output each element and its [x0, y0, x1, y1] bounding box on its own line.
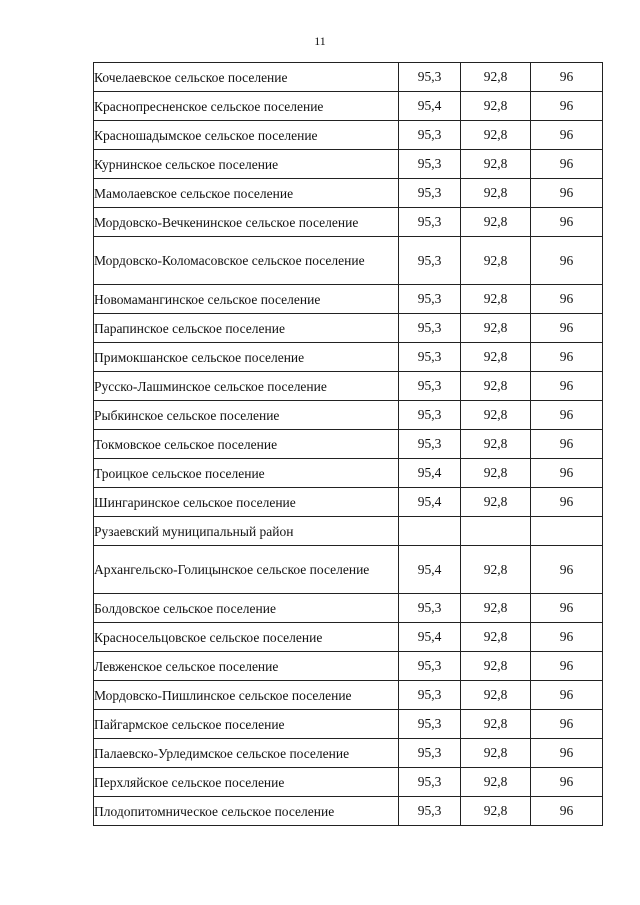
value-col-1: 95,3: [399, 121, 461, 150]
settlement-name: Мордовско-Пишлинское сельское поселение: [94, 681, 399, 710]
table-row: [94, 623, 603, 652]
value-col-3: 96: [531, 343, 603, 372]
value-col-3: 96: [531, 710, 603, 739]
settlement-name: Примокшанское сельское поселение: [94, 343, 399, 372]
value-col-2: 92,8: [461, 681, 531, 710]
settlement-name: Новомамангинское сельское поселение: [94, 285, 399, 314]
value-col-3: 96: [531, 314, 603, 343]
value-col-1: 95,3: [399, 430, 461, 459]
table-row: [94, 208, 603, 237]
table-row: [94, 488, 603, 517]
value-col-1: 95,4: [399, 488, 461, 517]
value-col-1: 95,4: [399, 459, 461, 488]
table-row: [94, 710, 603, 739]
table-row: [94, 546, 603, 594]
value-col-2: 92,8: [461, 430, 531, 459]
value-col-1: 95,3: [399, 594, 461, 623]
table-row: [94, 401, 603, 430]
table-row: [94, 652, 603, 681]
value-col-1: 95,3: [399, 372, 461, 401]
value-col-2: 92,8: [461, 546, 531, 594]
value-col-2: 92,8: [461, 652, 531, 681]
district-header-row: [94, 517, 603, 546]
settlement-name: Русско-Лашминское сельское поселение: [94, 372, 399, 401]
settlement-name: Палаевско-Урледимское сельское поселение: [94, 739, 399, 768]
settlement-name: Архангельско-Голицынское сельское поселение: [94, 546, 399, 594]
value-col-2: 92,8: [461, 710, 531, 739]
table-row: [94, 179, 603, 208]
value-col-2: 92,8: [461, 623, 531, 652]
value-col-1: 95,3: [399, 314, 461, 343]
value-col-1: [399, 517, 461, 546]
value-col-2: 92,8: [461, 208, 531, 237]
settlement-name: Плодопитомническое сельское поселение: [94, 797, 399, 826]
value-col-1: 95,3: [399, 179, 461, 208]
table-row: [94, 594, 603, 623]
table-row: [94, 63, 603, 92]
value-col-1: 95,3: [399, 710, 461, 739]
value-col-2: 92,8: [461, 488, 531, 517]
value-col-3: 96: [531, 92, 603, 121]
value-col-1: 95,3: [399, 208, 461, 237]
table-row: [94, 150, 603, 179]
value-col-2: 92,8: [461, 797, 531, 826]
value-col-3: 96: [531, 797, 603, 826]
table-row: [94, 237, 603, 285]
value-col-1: 95,4: [399, 623, 461, 652]
value-col-3: 96: [531, 372, 603, 401]
value-col-2: 92,8: [461, 459, 531, 488]
value-col-1: 95,4: [399, 546, 461, 594]
value-col-3: 96: [531, 401, 603, 430]
value-col-3: 96: [531, 237, 603, 285]
value-col-2: 92,8: [461, 285, 531, 314]
settlement-name: Рыбкинское сельское поселение: [94, 401, 399, 430]
page-number: 11: [314, 34, 326, 48]
table-row: [94, 372, 603, 401]
value-col-3: 96: [531, 488, 603, 517]
value-col-1: 95,3: [399, 652, 461, 681]
table-row: [94, 430, 603, 459]
table-row: [94, 768, 603, 797]
value-col-3: 96: [531, 546, 603, 594]
settlement-name: Красношадымское сельское поселение: [94, 121, 399, 150]
value-col-3: 96: [531, 459, 603, 488]
value-col-1: 95,3: [399, 681, 461, 710]
value-col-2: 92,8: [461, 739, 531, 768]
settlement-name: Мордовско-Вечкенинское сельское поселение: [94, 208, 399, 237]
value-col-2: 92,8: [461, 343, 531, 372]
value-col-2: 92,8: [461, 63, 531, 92]
value-col-1: 95,3: [399, 401, 461, 430]
district-name: Рузаевский муниципальный район: [94, 517, 399, 546]
value-col-2: 92,8: [461, 768, 531, 797]
settlement-name: Курнинское сельское поселение: [94, 150, 399, 179]
value-col-1: 95,3: [399, 237, 461, 285]
value-col-1: 95,3: [399, 768, 461, 797]
value-col-1: 95,3: [399, 150, 461, 179]
value-col-2: 92,8: [461, 372, 531, 401]
settlement-name: Шингаринское сельское поселение: [94, 488, 399, 517]
value-col-2: 92,8: [461, 237, 531, 285]
value-col-2: 92,8: [461, 594, 531, 623]
table-row: [94, 314, 603, 343]
table-row: [94, 92, 603, 121]
value-col-1: 95,4: [399, 92, 461, 121]
settlement-name: Токмовское сельское поселение: [94, 430, 399, 459]
table-row: [94, 121, 603, 150]
value-col-1: 95,3: [399, 343, 461, 372]
value-col-2: 92,8: [461, 92, 531, 121]
value-col-3: 96: [531, 179, 603, 208]
settlement-name: Левженское сельское поселение: [94, 652, 399, 681]
value-col-3: 96: [531, 768, 603, 797]
table-row: [94, 285, 603, 314]
settlement-name: Болдовское сельское поселение: [94, 594, 399, 623]
settlement-name: Парапинское сельское поселение: [94, 314, 399, 343]
value-col-1: 95,3: [399, 63, 461, 92]
settlement-name: Мордовско-Коломасовское сельское поселение: [94, 237, 399, 285]
value-col-3: [531, 517, 603, 546]
value-col-3: 96: [531, 623, 603, 652]
data-table: [93, 62, 603, 826]
table-row: [94, 459, 603, 488]
table-row: [94, 343, 603, 372]
value-col-3: 96: [531, 594, 603, 623]
table-row: [94, 681, 603, 710]
settlement-name: Краснопресненское сельское поселение: [94, 92, 399, 121]
value-col-3: 96: [531, 285, 603, 314]
settlement-name: Перхляйское сельское поселение: [94, 768, 399, 797]
settlement-name: Красносельцовское сельское поселение: [94, 623, 399, 652]
value-col-3: 96: [531, 63, 603, 92]
settlement-name: Кочелаевское сельское поселение: [94, 63, 399, 92]
value-col-1: 95,3: [399, 739, 461, 768]
value-col-2: 92,8: [461, 314, 531, 343]
settlement-name: Мамолаевское сельское поселение: [94, 179, 399, 208]
table-row: [94, 797, 603, 826]
value-col-3: 96: [531, 121, 603, 150]
value-col-2: 92,8: [461, 401, 531, 430]
table-row: [94, 739, 603, 768]
value-col-1: 95,3: [399, 285, 461, 314]
table-body: [94, 63, 603, 826]
value-col-3: 96: [531, 739, 603, 768]
value-col-3: 96: [531, 430, 603, 459]
value-col-2: 92,8: [461, 121, 531, 150]
value-col-2: 92,8: [461, 150, 531, 179]
value-col-3: 96: [531, 681, 603, 710]
settlement-name: Пайгармское сельское поселение: [94, 710, 399, 739]
value-col-3: 96: [531, 652, 603, 681]
value-col-1: 95,3: [399, 797, 461, 826]
value-col-2: 92,8: [461, 179, 531, 208]
value-col-3: 96: [531, 208, 603, 237]
value-col-2: [461, 517, 531, 546]
value-col-3: 96: [531, 150, 603, 179]
settlement-name: Троицкое сельское поселение: [94, 459, 399, 488]
